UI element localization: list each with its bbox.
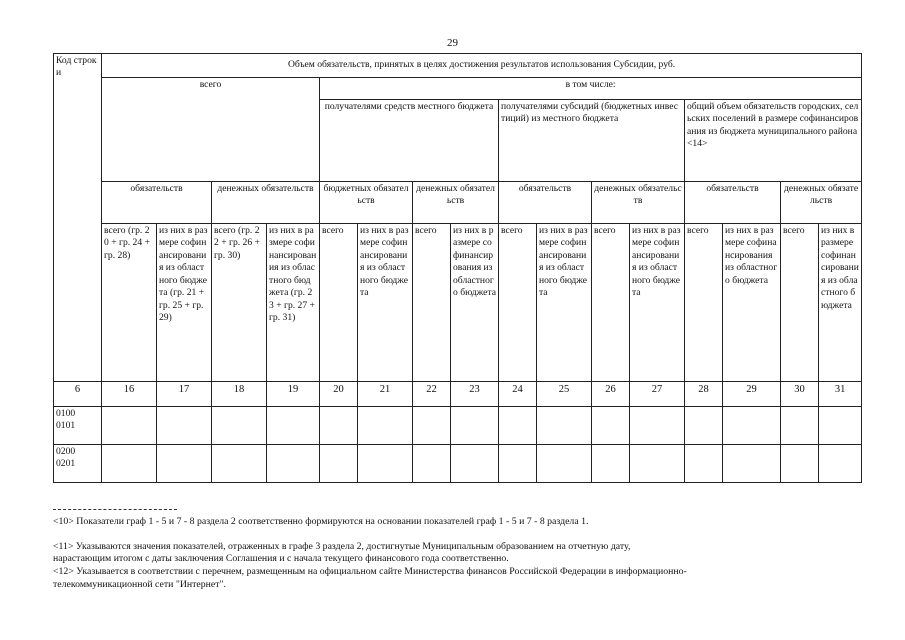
data-cell[interactable] [592, 445, 630, 483]
sub-monetary: денежных обязательств [592, 182, 685, 224]
col-30-header: всего [781, 224, 819, 382]
all-header: всего [102, 78, 320, 182]
data-cell[interactable] [499, 445, 537, 483]
data-cell[interactable] [781, 407, 819, 445]
col-number: 28 [685, 382, 723, 407]
footnote-12-line1: <12> Указывается в соответствии с перечнем, размещенным на официальном сайте Министерства финансов Российской Федерации в информационно- [53, 566, 687, 578]
data-cell[interactable] [413, 407, 451, 445]
sub-budget: бюджетных обязательств [320, 182, 413, 224]
col-number: 26 [592, 382, 630, 407]
row-code [54, 407, 102, 445]
data-cell[interactable] [537, 445, 592, 483]
col-24-header: всего [499, 224, 537, 382]
data-cell[interactable] [157, 407, 212, 445]
row-code [54, 445, 102, 483]
group-subsidy-recipients: получателями субсидий (бюджетных инвестиций) из местного бюджета [499, 100, 685, 182]
footnote-10: <10> Показатели граф 1 - 5 и 7 - 8 раздела 2 соответственно формируются на основании показателей граф 1 - 5 и 7 - 8 раздела 1. [53, 516, 589, 527]
data-cell[interactable] [781, 445, 819, 483]
group-local-budget: получателями средств местного бюджета [320, 100, 499, 182]
row-code-sub: 0201 [56, 458, 76, 470]
data-cell[interactable] [723, 445, 781, 483]
col-29-header: из них в размере софинансирования из областного бюджета [723, 224, 781, 382]
sub-monetary: денежных обязательств [781, 182, 862, 224]
sub-monetary: денежных обязательств [212, 182, 320, 224]
data-cell[interactable] [499, 407, 537, 445]
footnote-11-line1: <11> Указываются значения показателей, отраженных в графе 3 раздела 2, достигнутые Муниципальным образованием на отчетную дату, [53, 540, 631, 552]
col-number: 20 [320, 382, 358, 407]
footnote-rule [53, 509, 177, 510]
including-header: в том числе: [320, 78, 862, 100]
page-number: 29 [447, 37, 458, 49]
data-cell[interactable] [592, 407, 630, 445]
col-number: 25 [537, 382, 592, 407]
col-number: 30 [781, 382, 819, 407]
table-row [54, 445, 862, 483]
col-number: 22 [413, 382, 451, 407]
footnote-11-line2: нарастающим итогом с даты заключения Соглашения и с начала текущего финансового года соответственно. [53, 553, 509, 565]
data-cell[interactable] [267, 445, 320, 483]
col-number: 16 [102, 382, 157, 407]
col-18-header: всего (гр. 22 + гр. 26 + гр. 30) [212, 224, 267, 382]
col-number: 6 [54, 382, 102, 407]
data-cell[interactable] [267, 407, 320, 445]
col-31-header: из них в размере софинансирования из областного бюджета [819, 224, 862, 382]
data-cell[interactable] [451, 445, 499, 483]
data-cell[interactable] [358, 407, 413, 445]
data-cell[interactable] [212, 407, 267, 445]
col-28-header: всего [685, 224, 723, 382]
col-21-header: из них в размере софинансирования из областного бюджета [358, 224, 413, 382]
sub-obligations: обязательств [685, 182, 781, 224]
col-26-header: всего [592, 224, 630, 382]
data-cell[interactable] [630, 445, 685, 483]
col-number: 29 [723, 382, 781, 407]
table-row [54, 407, 862, 445]
col-number: 27 [630, 382, 685, 407]
data-cell[interactable] [320, 445, 358, 483]
row-code-main: 0200 [56, 446, 76, 457]
data-cell[interactable] [102, 445, 157, 483]
data-cell[interactable] [212, 445, 267, 483]
col-17-header: из них в размере софинансирования из областного бюджета (гр. 21 + гр. 25 + гр. 29) [157, 224, 212, 382]
col-22-header: всего [413, 224, 451, 382]
col-number: 17 [157, 382, 212, 407]
col-number: 19 [267, 382, 320, 407]
col-number: 18 [212, 382, 267, 407]
col-19-header: из них в размере софинансирования из областного бюджета (гр. 23 + гр. 27 + гр. 31) [267, 224, 320, 382]
row-code-main: 0100 [56, 408, 76, 419]
data-cell[interactable] [685, 407, 723, 445]
data-cell[interactable] [819, 407, 862, 445]
data-cell[interactable] [320, 407, 358, 445]
col-27-header: из них в размере софинансирования из областного бюджета [630, 224, 685, 382]
data-cell[interactable] [157, 445, 212, 483]
col-number: 31 [819, 382, 862, 407]
col-23-header: из них в размере софинансирования из областного бюджета [451, 224, 499, 382]
sub-obligations: обязательств [499, 182, 592, 224]
data-cell[interactable] [358, 445, 413, 483]
data-cell[interactable] [102, 407, 157, 445]
col-16-header: всего (гр. 20 + гр. 24 + гр. 28) [102, 224, 157, 382]
data-cell[interactable] [537, 407, 592, 445]
sub-monetary: денежных обязательств [413, 182, 499, 224]
code-header: Код строки [54, 54, 102, 382]
col-number: 24 [499, 382, 537, 407]
row-code-sub: 0101 [56, 420, 76, 432]
table-title: Объем обязательств, принятых в целях достижения результатов использования Субсидии, руб. [102, 54, 862, 78]
data-cell[interactable] [723, 407, 781, 445]
data-cell[interactable] [630, 407, 685, 445]
data-cell[interactable] [685, 445, 723, 483]
col-25-header: из них в размере софинансирования из областного бюджета [537, 224, 592, 382]
col-number: 23 [451, 382, 499, 407]
sub-obligations: обязательств [102, 182, 212, 224]
footnotes [53, 516, 873, 592]
group-settlements: общий объем обязательств городских, сельских поселений в размере софинансирования из бюджета муниципального района <14> [685, 100, 862, 182]
data-cell[interactable] [819, 445, 862, 483]
obligations-table [53, 53, 862, 483]
data-cell[interactable] [451, 407, 499, 445]
data-cell[interactable] [413, 445, 451, 483]
footnote-12-line2: телекоммуникационной сети "Интернет". [53, 578, 226, 590]
col-number: 21 [358, 382, 413, 407]
col-20-header: всего [320, 224, 358, 382]
